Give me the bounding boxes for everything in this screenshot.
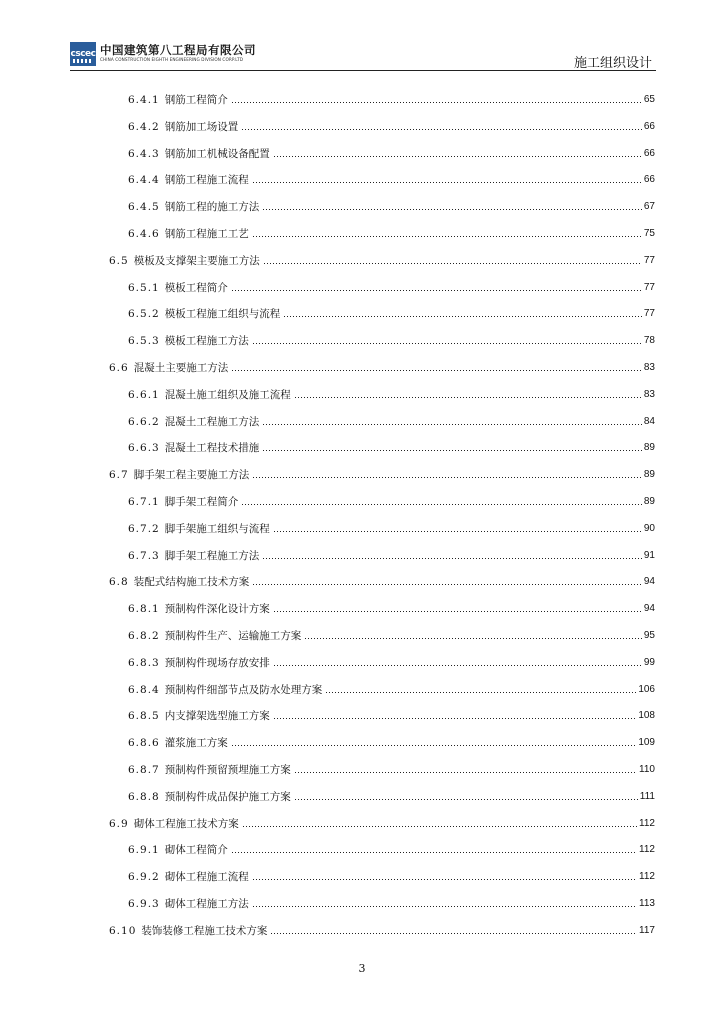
toc-entry-number: 6.4.6: [128, 228, 160, 240]
toc-dot-leader: [231, 851, 637, 854]
toc-entry-title: 砌体工程施工流程: [164, 871, 249, 884]
toc-dot-leader: [273, 610, 642, 613]
toc-entry-number: 6.8.8: [128, 790, 160, 803]
toc-entry[interactable]: [128, 491, 655, 509]
toc-entry-title: 预制构件成品保护施工方案: [164, 790, 291, 803]
toc-dot-leader: [231, 369, 642, 372]
toc-entry[interactable]: [128, 277, 655, 295]
toc-entry-number: 6.5.2: [128, 308, 160, 321]
toc-entry-title: 预制构件生产、运输施工方案: [164, 630, 302, 642]
toc-entry[interactable]: [128, 223, 655, 241]
toc-entry[interactable]: [109, 920, 655, 938]
toc-entry[interactable]: [128, 330, 655, 348]
toc-dot-leader: [241, 128, 642, 131]
toc-entry-number: 6.5.1: [128, 281, 160, 294]
toc-entry-title: 脚手架工程施工方法: [164, 549, 260, 562]
toc-dot-leader: [283, 315, 642, 318]
toc-entry-page: 112: [639, 844, 655, 856]
toc-dot-leader: [273, 664, 642, 667]
toc-entry[interactable]: [128, 143, 655, 161]
toc-entry[interactable]: [128, 786, 655, 804]
toc-entry-number: 6.4.3: [128, 147, 160, 160]
toc-entry[interactable]: [128, 759, 655, 777]
toc-dot-leader: [252, 235, 642, 238]
toc-entry[interactable]: [128, 169, 655, 187]
toc-entry-page: 75: [643, 228, 655, 239]
toc-entry-number: 6.7: [109, 469, 129, 482]
toc-entry-title: 脚手架工程主要施工方法: [133, 469, 250, 482]
logo-stripes: [73, 59, 93, 63]
toc-entry-number: 6.6: [109, 362, 129, 374]
toc-entry-page: 77: [643, 254, 655, 266]
toc-dot-leader: [263, 262, 642, 265]
toc-entry-title: 钢筋加工场设置: [164, 120, 239, 133]
toc-dot-leader: [273, 155, 642, 158]
toc-entry-title: 模板工程简介: [164, 281, 228, 294]
toc-entry[interactable]: [128, 705, 655, 723]
toc-entry-title: 钢筋工程简介: [164, 94, 228, 106]
toc-entry-number: 6.6.1: [128, 388, 160, 401]
toc-dot-leader: [252, 476, 642, 479]
toc-entry-page: 67: [643, 201, 655, 213]
toc-entry-number: 6.6.2: [128, 415, 160, 428]
toc-entry[interactable]: [128, 732, 655, 750]
logo-text: cscec: [70, 49, 96, 59]
toc-entry-title: 脚手架施工组织与流程: [164, 522, 270, 535]
toc-entry-title: 模板工程施工方法: [164, 335, 249, 348]
toc-entry-page: 89: [643, 496, 655, 507]
toc-entry[interactable]: [128, 652, 655, 670]
toc-entry-page: 83: [643, 362, 655, 373]
toc-entry-page: 106: [638, 683, 655, 695]
toc-entry-title: 砌体工程施工技术方案: [133, 817, 239, 830]
toc-entry-page: 94: [643, 603, 655, 615]
toc-entry-page: 66: [643, 147, 655, 159]
toc-entry-number: 6.8.1: [128, 603, 160, 616]
company-logo: [70, 42, 96, 66]
toc-entry-title: 砌体工程施工方法: [164, 898, 249, 910]
toc-entry-title: 钢筋工程施工工艺: [164, 228, 249, 240]
toc-dot-leader: [231, 289, 642, 292]
toc-entry[interactable]: [128, 89, 655, 107]
toc-entry-page: 109: [638, 737, 655, 749]
toc-entry[interactable]: [128, 196, 655, 214]
toc-entry-page: 78: [643, 335, 655, 347]
toc-entry-number: 6.8.3: [128, 656, 160, 669]
toc-entry-title: 预制构件预留预埋施工方案: [164, 764, 291, 776]
toc-entry-number: 6.4.2: [128, 120, 160, 133]
toc-entry-number: 6.8.4: [128, 683, 160, 696]
toc-dot-leader: [242, 825, 637, 828]
toc-entry-number: 6.8.6: [128, 737, 160, 750]
toc-entry-number: 6.4.4: [128, 174, 160, 187]
toc-entry-title: 模板工程施工组织与流程: [164, 308, 281, 321]
toc-entry[interactable]: [128, 116, 655, 134]
toc-entry-title: 钢筋工程的施工方法: [164, 201, 260, 214]
toc-entry[interactable]: [109, 357, 655, 375]
toc-entry-page: 89: [643, 442, 655, 454]
toc-entry-title: 钢筋工程施工流程: [164, 174, 249, 187]
toc-entry-page: 66: [643, 174, 655, 186]
toc-entry-number: 6.9.1: [128, 844, 160, 857]
toc-entry-number: 6.9.3: [128, 898, 160, 910]
toc-entry-number: 6.9.2: [128, 871, 160, 884]
toc-entry-title: 混凝土工程施工方法: [164, 415, 260, 428]
toc-entry-page: 95: [643, 630, 655, 641]
toc-entry-title: 砌体工程简介: [164, 844, 228, 857]
toc-entry-page: 111: [639, 790, 655, 802]
toc-dot-leader: [273, 717, 637, 720]
toc-entry[interactable]: [128, 839, 655, 857]
toc-dot-leader: [262, 423, 642, 426]
toc-entry[interactable]: [109, 250, 655, 268]
toc-entry-page: 89: [643, 469, 655, 481]
toc-entry-number: 6.7.2: [128, 522, 160, 535]
toc-entry-number: 6.8.2: [128, 630, 160, 642]
toc-entry[interactable]: [109, 813, 655, 831]
toc-entry-page: 94: [643, 576, 655, 588]
toc-entry-page: 77: [643, 308, 655, 320]
toc-entry-page: 91: [643, 549, 655, 561]
toc-entry-number: 6.9: [109, 817, 129, 830]
toc-entry-title: 预制构件现场存放安排: [164, 656, 270, 669]
toc-entry[interactable]: [128, 437, 655, 455]
toc-entry[interactable]: [128, 625, 655, 643]
toc-entry[interactable]: [128, 598, 655, 616]
toc-dot-leader: [270, 932, 637, 935]
toc-dot-leader: [262, 208, 642, 211]
toc-entry[interactable]: [128, 384, 655, 402]
toc-dot-leader: [262, 449, 642, 452]
toc-entry-title: 内支撑架选型施工方案: [164, 710, 270, 723]
toc-dot-leader: [273, 530, 642, 533]
toc-dot-leader: [231, 101, 642, 104]
toc-entry-page: 112: [639, 817, 655, 829]
toc-dot-leader: [325, 691, 636, 694]
toc-entry-number: 6.7.1: [128, 496, 160, 508]
toc-entry[interactable]: [128, 866, 655, 884]
toc-entry-page: 65: [643, 94, 655, 105]
toc-entry-page: 84: [643, 415, 655, 427]
toc-entry-page: 83: [643, 388, 655, 400]
toc-entry-number: 6.7.3: [128, 549, 160, 562]
toc-entry-number: 6.10: [109, 924, 137, 937]
toc-dot-leader: [252, 583, 642, 586]
toc-entry[interactable]: [128, 411, 655, 429]
company-name-en: CHINA CONSTRUCTION EIGHTH ENGINEERING DIVISION CORP.LTD: [100, 57, 244, 62]
toc-entry-title: 钢筋加工机械设备配置: [164, 147, 270, 160]
toc-entry-title: 混凝土主要施工方法: [133, 362, 229, 374]
toc-entry[interactable]: [109, 571, 655, 589]
toc-entry-number: 6.5: [109, 254, 129, 267]
toc-entry-page: 113: [639, 898, 655, 909]
toc-entry-number: 6.6.3: [128, 442, 160, 455]
toc-entry[interactable]: [128, 518, 655, 536]
toc-dot-leader: [294, 798, 638, 801]
toc-dot-leader: [294, 396, 642, 399]
page-header: [70, 40, 656, 71]
toc-dot-leader: [241, 503, 642, 506]
toc-entry-title: 装配式结构施工技术方案: [133, 576, 250, 589]
toc-entry-number: 6.5.3: [128, 335, 160, 348]
toc-entry-page: 108: [638, 710, 655, 722]
toc-entry[interactable]: [109, 464, 655, 482]
toc-entry[interactable]: [128, 679, 655, 697]
toc-dot-leader: [252, 878, 637, 881]
toc-entry-title: 装饰装修工程施工技术方案: [141, 924, 268, 937]
toc-entry-title: 灌浆施工方案: [164, 737, 228, 750]
toc-dot-leader: [231, 744, 637, 747]
toc-dot-leader: [252, 905, 637, 908]
toc-entry-page: 77: [643, 281, 655, 293]
toc-entry-number: 6.8: [109, 576, 129, 589]
toc-dot-leader: [294, 771, 637, 774]
toc-entry-title: 模板及支撑架主要施工方法: [133, 254, 260, 267]
toc-entry[interactable]: [128, 545, 655, 563]
toc-entry-title: 预制构件细部节点及防水处理方案: [164, 683, 323, 696]
toc-entry-title: 混凝土施工组织及施工流程: [164, 388, 291, 401]
toc-entry[interactable]: [128, 893, 655, 911]
toc-entry-page: 66: [643, 120, 655, 132]
toc-entry-page: 112: [639, 871, 655, 883]
toc-entry-number: 6.4.1: [128, 94, 160, 106]
toc-dot-leader: [304, 637, 642, 640]
toc-entry-page: 117: [639, 924, 655, 936]
toc-entry-number: 6.8.5: [128, 710, 160, 723]
toc-entry-number: 6.8.7: [128, 764, 160, 776]
toc-entry-title: 脚手架工程简介: [164, 496, 239, 508]
toc-dot-leader: [262, 557, 642, 560]
toc-entry-title: 预制构件深化设计方案: [164, 603, 270, 616]
page-number: 3: [358, 962, 366, 975]
toc-entry[interactable]: [128, 303, 655, 321]
toc-entry-title: 混凝土工程技术措施: [164, 442, 260, 455]
toc-dot-leader: [252, 181, 642, 184]
toc-entry-page: 99: [643, 656, 655, 668]
toc-entry-page: 90: [643, 522, 655, 534]
toc-dot-leader: [252, 342, 642, 345]
toc-entry-page: 110: [639, 764, 655, 775]
company-name-cn: 中国建筑第八工程局有限公司: [100, 43, 256, 57]
document-title: 施工组织设计: [573, 56, 652, 71]
toc-entry-number: 6.4.5: [128, 201, 160, 214]
